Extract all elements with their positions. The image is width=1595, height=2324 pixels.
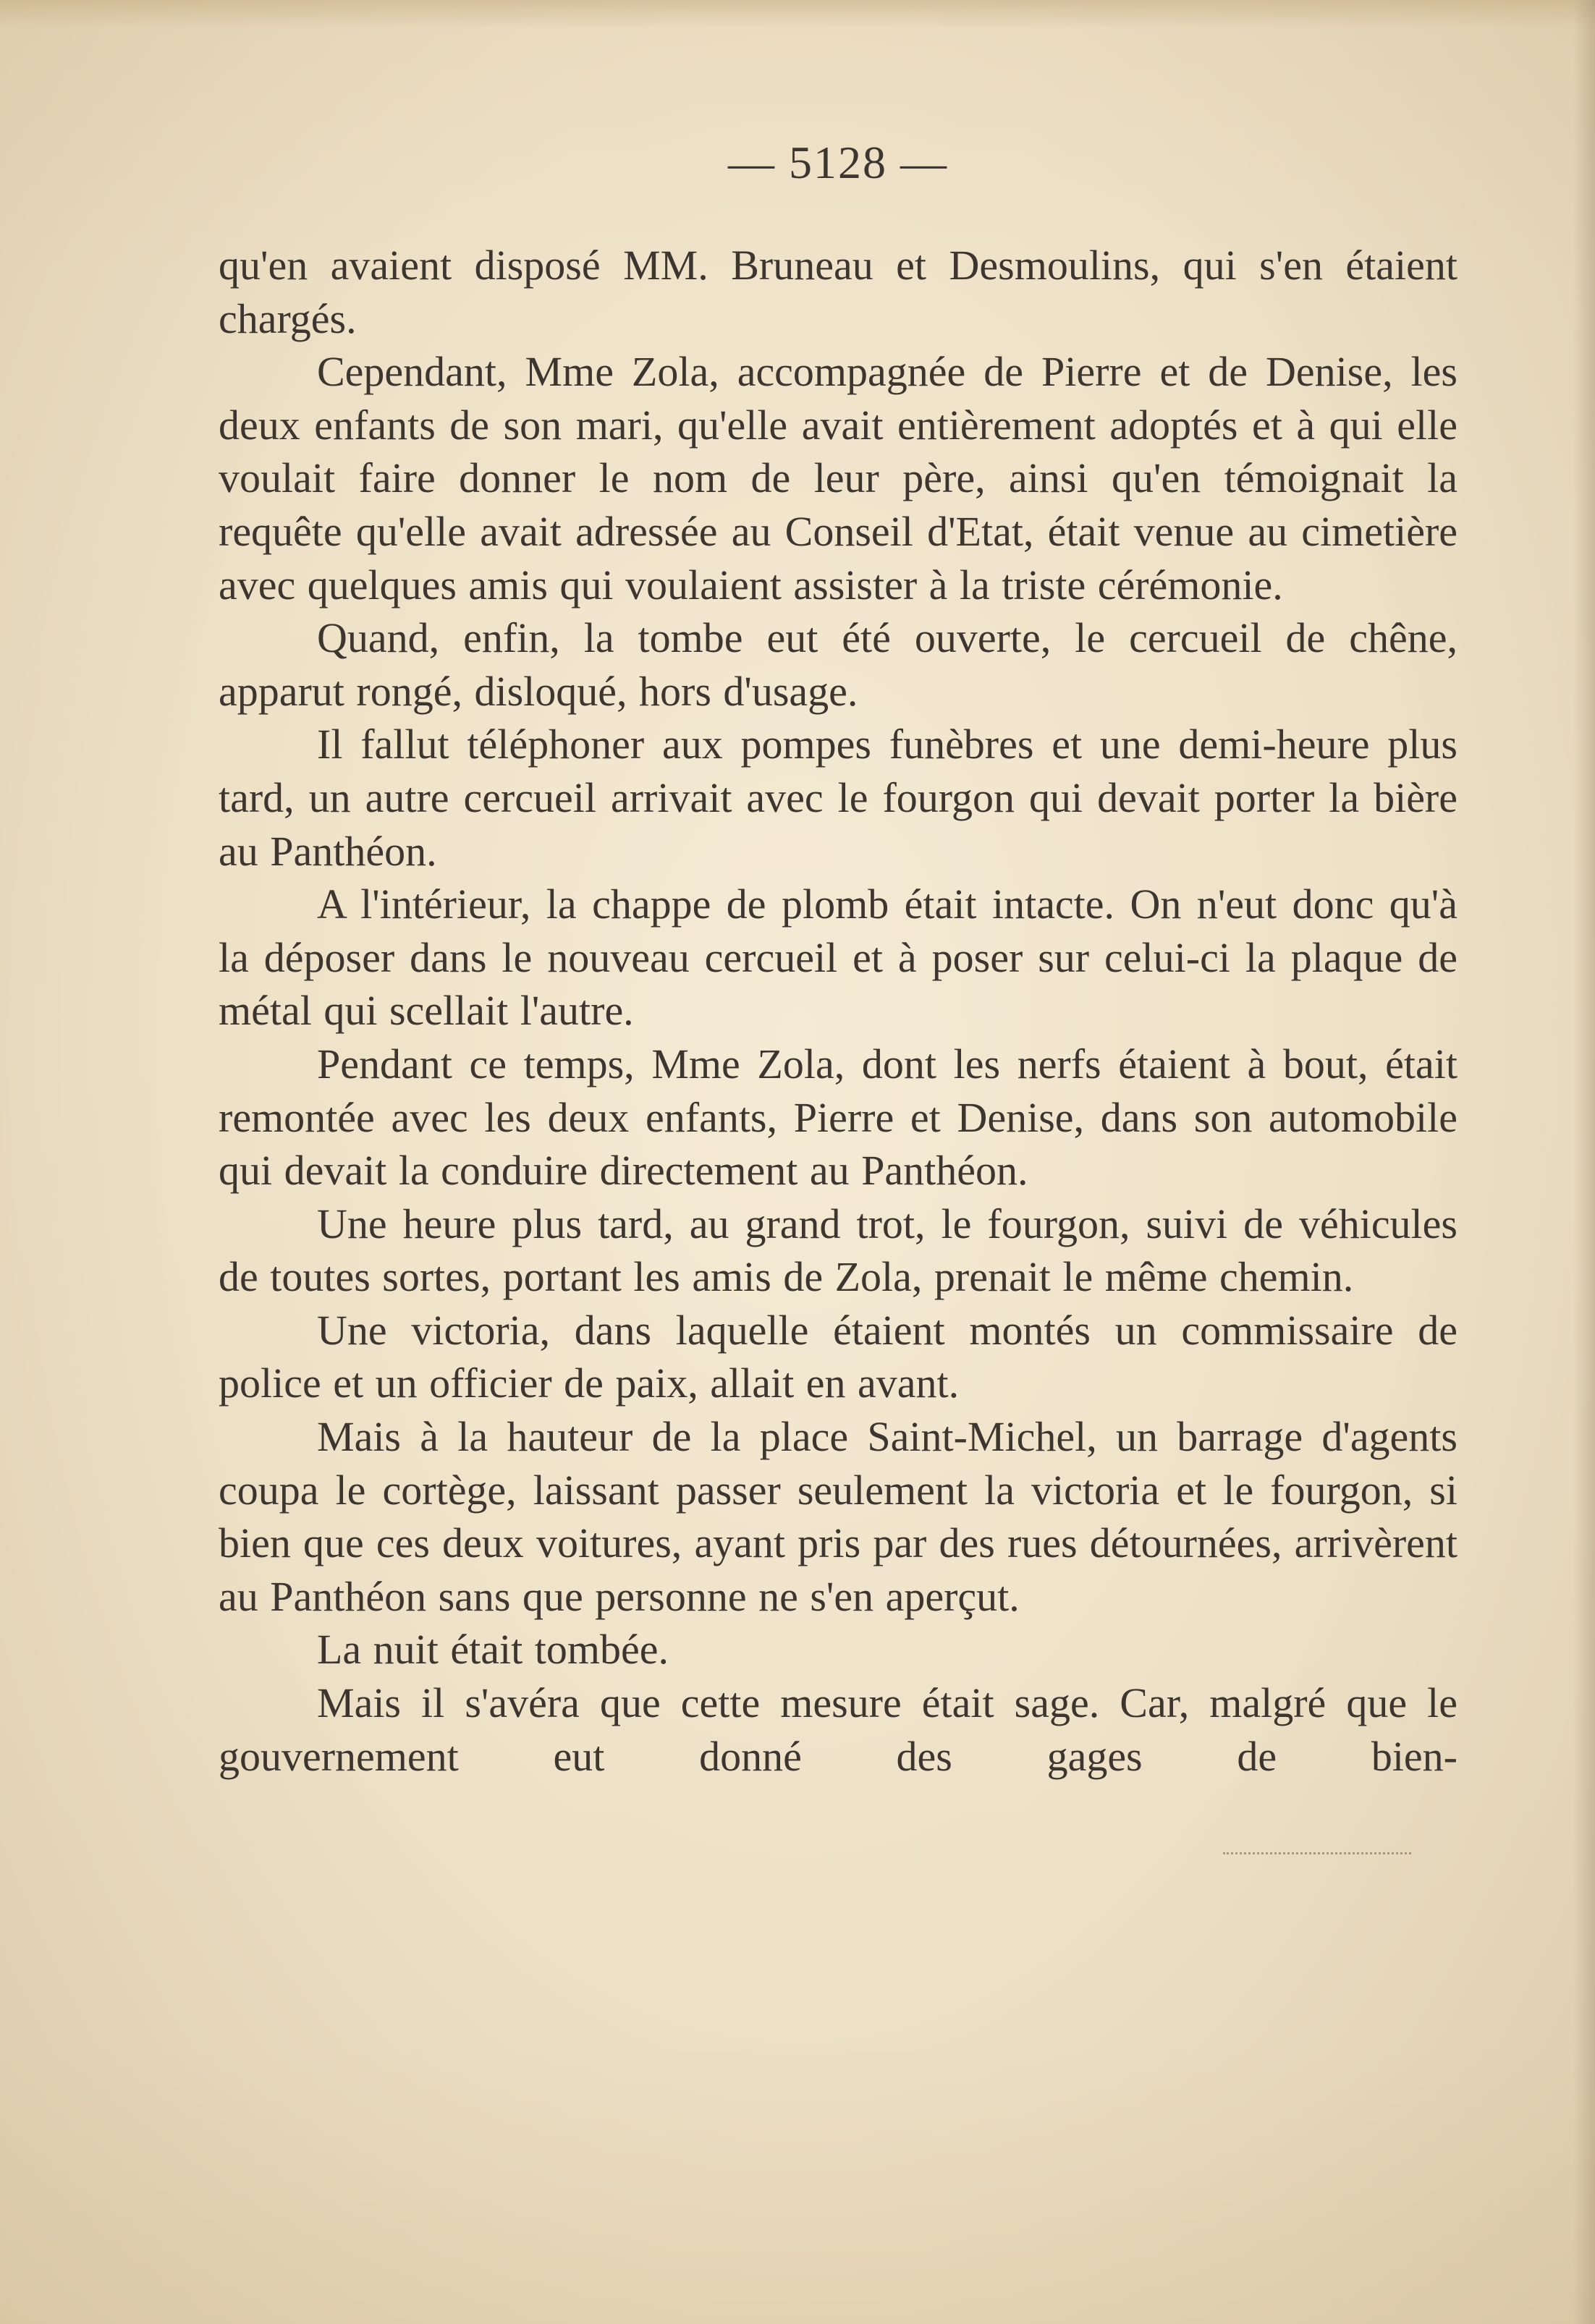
paragraph-2: Cependant, Mme Zola, accompagnée de Pierre et de Denise, les deux enfants de son mari, qu'elle avait entièrement adoptés et à qui elle voulait faire donner le nom de leur père, ainsi qu'en témoignait la requête qu'elle avait adressée au Conseil d'Etat, était venue au cimetière avec quelques amis qui voulaient assister à la triste cérémonie. [219, 348, 1458, 608]
paragraph-8: Une victoria, dans laquelle étaient montés un commissaire de police et un officier de paix, allait en avant. [219, 1306, 1458, 1407]
paragraph-10: La nuit était tombée. [317, 1626, 669, 1674]
print-smudge [1223, 1852, 1411, 1859]
paragraph-1: qu'en avaient disposé MM. Bruneau et Desmoulins, qui s'en étaient chargés. [219, 242, 1458, 342]
paragraph-3: Quand, enfin, la tombe eut été ouverte, le cercueil de chêne, apparut rongé, disloqué, hors d'usage. [219, 614, 1458, 715]
text-block [219, 130, 1458, 1783]
page-edge-shadow-right [1573, 0, 1595, 2324]
paragraph-9: Mais à la hauteur de la place Saint-Michel, un barrage d'agents coupa le cortège, laissant passer seulement la victoria et le fourgon, si bien que ces deux voitures, ayant pris par des rues détournées, arrivèrent au Panthéon sans que personne ne s'en aperçut. [219, 1413, 1458, 1620]
paragraph-5: A l'intérieur, la chappe de plomb était intacte. On n'eut donc qu'à la déposer dans le nouveau cercueil et à poser sur celui-ci la plaque de métal qui scellait l'autre. [219, 881, 1458, 1035]
paragraph-4: Il fallut téléphoner aux pompes funèbres et une demi-heure plus tard, un autre cercueil arrivait avec le fourgon qui devait porter la bière au Panthéon. [219, 721, 1458, 875]
paragraph-6: Pendant ce temps, Mme Zola, dont les nerfs étaient à bout, était remontée avec les deux enfants, Pierre et Denise, dans son automobile qui devait la conduire directement au Panthéon. [219, 1040, 1458, 1195]
paragraph-7: Une heure plus tard, au grand trot, le fourgon, suivi de véhicules de toutes sortes, portant les amis de Zola, prenait le même chemin. [219, 1200, 1458, 1301]
page-number: — 5128 — [728, 137, 948, 188]
page-edge-shadow-top [0, 0, 1595, 29]
paragraph-11: Mais il s'avéra que cette mesure était sage. Car, malgré que le gouvernement eut donné des gages de bien- [219, 1679, 1458, 1780]
